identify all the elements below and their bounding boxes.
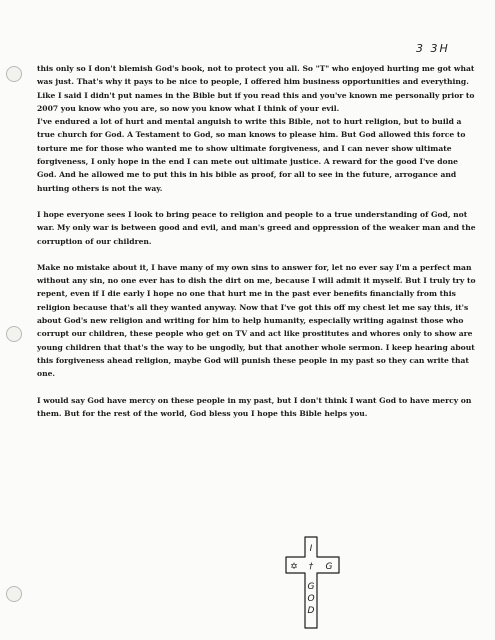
cross-center-symbol: † <box>308 562 314 572</box>
cross-top-letter: I <box>309 544 313 554</box>
paragraph: I've endured a lot of hurt and mental anguish to write this Bible, not to hurt religion, but to build a true church for God. A Testament to God, so man knows to please him. But God allowed this force to torture me for those who wanted me to show ultimate forgiveness, and I can never show ultimate forgiveness, I only hope in the end I can mete out ultimate justice. A reward for the good I've done God. And he allowed me to put this in his bible as proof, for all to see in the future, arrogance and hurting others is not the way. <box>37 117 466 193</box>
paragraph: Make no mistake about it, I have many of my own sins to answer for, let no ever say I'm a perfect man without any sin, no one ever has to dish the dirt on me, because I will admit it myself. But I truly try to repent, even if I die early I hope no one that hurt me in the past ever benefits financially from this religion because that's all they wanted anyway. Now that I've got this off my chest let me say this, it's about God's new religion and writing for him to help humanity, especially writing against those who corrupt our children, these people who get on TV and act like prostitutes and whores only to show are young children that that's the way to be ungodly, but that another whole sermon. I keep hearing about this forgiveness ahead religion, maybe God will punish these people in my past so they can write that one. <box>37 262 476 379</box>
binder-hole-bottom <box>6 586 22 602</box>
paragraph: this only so I don't blemish God's book, not to protect you all. So "T" who enjoyed hurting me got what was just. That's why it pays to be nice to people, I offered him business opportunities and everything. Like I said I didn't put names in the Bible but if you read this and you've known me personally prior to 2007 you know who you are, so now you know what I think of your evil. <box>37 64 475 113</box>
paragraph: I would say God have mercy on these people in my past, but I don't think I want God to have mercy on them. But for the rest of the world, God bless you I hope this Bible helps you. <box>37 395 472 418</box>
binder-hole-middle <box>6 326 22 342</box>
cross-right-letter: G <box>325 562 333 572</box>
cross-vertical-letter-d: D <box>307 606 315 616</box>
page-number: 3 3H <box>416 42 450 55</box>
binder-hole-top <box>6 66 22 82</box>
cross-vertical-letter-g: G <box>307 582 315 592</box>
body-text <box>37 62 477 420</box>
hand-drawn-cross-icon <box>283 535 343 630</box>
paragraph: I hope everyone sees I look to bring peace to religion and people to a true understanding of God, not war. My only war is between good and evil, and man's greed and oppression of the weaker man and the corruption of our children. <box>37 209 476 246</box>
star-of-david-icon: ✡ <box>290 562 298 572</box>
cross-vertical-letter-o: O <box>307 594 315 604</box>
